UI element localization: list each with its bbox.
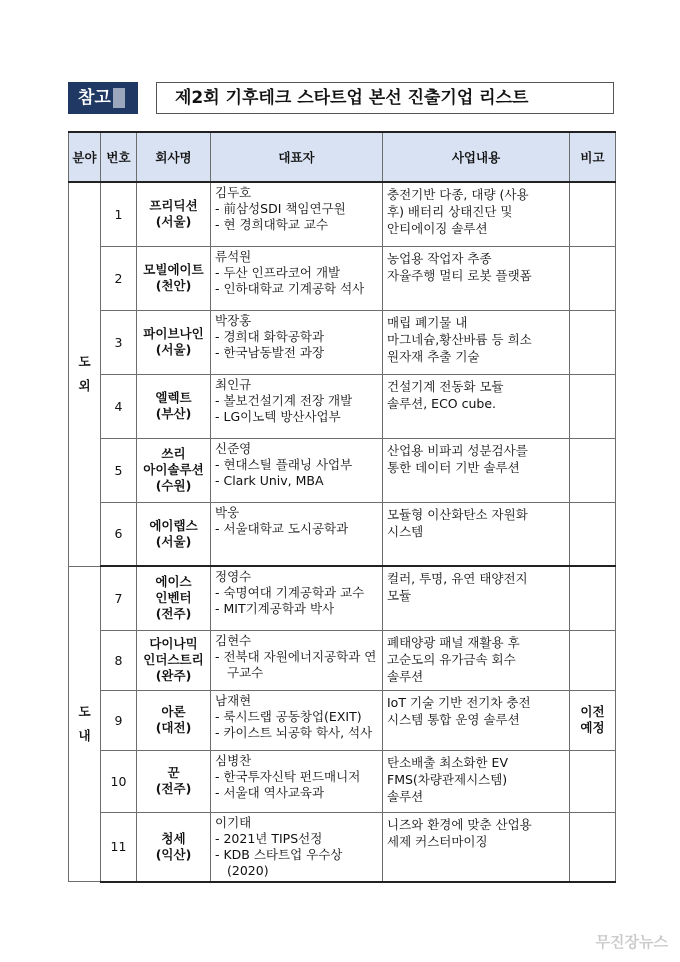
business-description	[383, 310, 570, 374]
business-line: 컬러, 투명, 유연 태양전지	[387, 571, 528, 586]
business-line: 탄소배출 최소화한 EV	[387, 754, 508, 770]
company-name-line: (전주)	[155, 606, 192, 622]
table-row	[69, 690, 616, 750]
company-name-line: 아론	[161, 704, 186, 719]
company-name-line: 모빌에이트	[143, 262, 204, 277]
company-name	[137, 566, 211, 630]
row-number: 10	[101, 750, 137, 812]
company-name-line: (대전)	[155, 720, 192, 735]
business-line: 솔루션	[387, 668, 424, 684]
representative-line: - KDB 스타트업 우수상(2020)	[215, 846, 343, 878]
representative-line: 김현수	[215, 632, 252, 648]
company-name-line: (수원)	[155, 478, 192, 493]
business-line: 모듈형 이산화탄소 자원화	[387, 506, 528, 522]
business-line: 산업용 비파괴 성분검사를	[387, 442, 528, 458]
representative	[211, 182, 383, 246]
table-row	[69, 310, 616, 374]
company-name	[137, 374, 211, 438]
note	[570, 750, 616, 812]
field-label: 도	[78, 354, 91, 370]
note	[570, 690, 616, 750]
header-company: 회사명	[137, 132, 211, 182]
note	[570, 182, 616, 246]
representative	[211, 374, 383, 438]
business-description	[383, 566, 570, 630]
company-name-line: (서울)	[155, 533, 192, 549]
business-description	[383, 630, 570, 690]
field-inside	[69, 566, 101, 882]
business-line: 건설기계 전동화 모듈	[387, 378, 504, 394]
company-name-line: 청세	[161, 830, 186, 846]
business-line: 후) 배터리 상태진단 및	[387, 204, 513, 219]
representative-line: 이기태	[215, 814, 252, 830]
watermark-logo: 무진장뉴스	[595, 933, 668, 951]
note	[570, 310, 616, 374]
representative	[211, 246, 383, 310]
document-title: 제2회 기후테크 스타트업 본선 진출기업 리스트	[156, 82, 614, 114]
field-label: 내	[78, 727, 91, 743]
row-number: 3	[101, 310, 137, 374]
note	[570, 566, 616, 630]
representative-line: - 현 경희대학교 교수	[215, 217, 329, 232]
representative-line: - 경희대 화학공학과	[215, 328, 325, 344]
representative-line: 박장홍	[215, 312, 252, 328]
company-name	[137, 690, 211, 750]
representative-line: - 한국남동발전 과장	[215, 344, 325, 360]
header-number: 번호	[101, 132, 137, 182]
row-number: 9	[101, 690, 137, 750]
header-note: 비고	[570, 132, 616, 182]
table-row	[69, 750, 616, 812]
representative-line: - MIT기계공학과 박사	[215, 601, 335, 616]
company-name-line: (익산)	[155, 846, 192, 862]
company-name-line: (서울)	[155, 214, 192, 230]
representative-line: - 서울대학교 도시공학과	[215, 520, 349, 536]
table-row	[69, 246, 616, 310]
row-number: 5	[101, 438, 137, 502]
representative	[211, 630, 383, 690]
note	[570, 246, 616, 310]
company-name-line: 프리딕션	[149, 198, 198, 214]
row-number: 2	[101, 246, 137, 310]
company-name-line: (서울)	[155, 342, 192, 357]
header-representative: 대표자	[211, 132, 383, 182]
representative-line: 박웅	[215, 504, 240, 520]
business-line: 솔루션	[387, 788, 424, 804]
business-description	[383, 502, 570, 566]
header-field: 분야	[69, 132, 101, 182]
business-line: 세제 커스터마이징	[387, 833, 488, 849]
business-line: 마그네슘,황산바륨 등 희소	[387, 331, 532, 347]
table-row	[69, 812, 616, 882]
representative-line: 신준영	[215, 440, 252, 456]
business-line: FMS(차량관제시스템)	[387, 771, 508, 787]
company-name-line: 쓰리	[161, 446, 186, 461]
header-business: 사업내용	[383, 132, 570, 182]
company-name	[137, 812, 211, 882]
table-row	[69, 182, 616, 246]
representative-line: - 룩시드랩 공동창업(EXIT)	[215, 708, 362, 724]
company-name	[137, 502, 211, 566]
field-label: 외	[78, 378, 91, 394]
field-label: 도	[78, 703, 91, 719]
business-line: 솔루션, ECO cube.	[387, 395, 497, 411]
company-name	[137, 182, 211, 246]
representative-line: - 숙명여대 기계공학과 교수	[215, 585, 365, 600]
business-line: 폐태양광 패널 재활용 후	[387, 634, 520, 650]
table-row	[69, 374, 616, 438]
representative-line: 심병찬	[215, 752, 252, 768]
business-line: IoT 기술 기반 전기차 충전	[387, 694, 531, 710]
business-line: 원자재 추출 기술	[387, 348, 480, 364]
note-line: 예정	[580, 720, 605, 735]
table-row	[69, 566, 616, 630]
table-row	[69, 502, 616, 566]
tag-marker	[113, 88, 125, 108]
company-name	[137, 246, 211, 310]
representative-line: - 서울대 역사교육과	[215, 784, 325, 800]
representative-line: - 前삼성SDI 책임연구원	[215, 201, 346, 216]
representative	[211, 750, 383, 812]
representative-line: - 2021년 TIPS선정	[215, 830, 323, 846]
business-description	[383, 246, 570, 310]
representative-line: 류석원	[215, 248, 252, 264]
note	[570, 438, 616, 502]
row-number: 4	[101, 374, 137, 438]
business-line: 자율주행 멀티 로봇 플랫폼	[387, 267, 532, 283]
title-bar	[68, 82, 614, 114]
representative-line: - Clark Univ, MBA	[215, 472, 324, 488]
representative-line: - 현대스틸 플래닝 사업부	[215, 456, 353, 472]
company-name-line: (전주)	[155, 781, 192, 796]
row-number: 11	[101, 812, 137, 882]
business-line: 통한 데이터 기반 솔루션	[387, 459, 520, 475]
representative-line: 남재현	[215, 692, 252, 708]
business-line: 시스템	[387, 523, 424, 539]
company-name-line: 에이스	[155, 574, 192, 590]
note	[570, 374, 616, 438]
representative-line: - 두산 인프라코어 개발	[215, 264, 341, 280]
representative	[211, 812, 383, 882]
representative-line: 정영수	[215, 569, 252, 584]
business-line: 충전기반 다종, 대량 (사용	[387, 187, 529, 202]
representative-line: - 볼보건설기계 전장 개발	[215, 392, 353, 408]
representative	[211, 690, 383, 750]
row-number: 7	[101, 566, 137, 630]
business-line: 시스템 통합 운영 솔루션	[387, 711, 520, 727]
note	[570, 630, 616, 690]
business-line: 고순도의 유가금속 회수	[387, 651, 516, 667]
representative-line: - 카이스트 뇌공학 학사, 석사	[215, 724, 373, 740]
company-name-line: 아이솔루션	[143, 462, 204, 477]
company-name-line: (천안)	[155, 278, 192, 293]
row-number: 8	[101, 630, 137, 690]
company-name-line: 꾼	[167, 765, 180, 780]
company-name-line: 인벤터	[155, 590, 192, 606]
company-name	[137, 630, 211, 690]
startup-table	[68, 131, 616, 883]
business-line: 매립 폐기물 내	[387, 314, 468, 330]
representative	[211, 502, 383, 566]
table-row	[69, 438, 616, 502]
business-line: 안티에이징 솔루션	[387, 221, 488, 236]
reference-tag-label: 참고	[78, 88, 111, 108]
representative-line: - 전북대 자원에너지공학과 연구교수	[215, 648, 377, 680]
representative-line: 김두호	[215, 185, 252, 200]
company-name	[137, 310, 211, 374]
field-outside	[69, 182, 101, 566]
note	[570, 502, 616, 566]
company-name-line: 엘렉트	[155, 390, 192, 405]
company-name-line: (부산)	[155, 406, 192, 421]
business-description	[383, 750, 570, 812]
representative-line: - 한국투자신탁 펀드매니저	[215, 768, 361, 784]
business-description	[383, 438, 570, 502]
note-line: 이전	[580, 704, 605, 719]
note	[570, 812, 616, 882]
business-line: 니즈와 환경에 맞춘 산업용	[387, 816, 532, 832]
business-description	[383, 690, 570, 750]
row-number: 1	[101, 182, 137, 246]
business-description	[383, 374, 570, 438]
table-row	[69, 630, 616, 690]
company-name-line: 파이브나인	[143, 326, 204, 341]
business-description	[383, 182, 570, 246]
row-number: 6	[101, 502, 137, 566]
company-name-line: 에이랩스	[149, 517, 198, 533]
representative-line: 최인규	[215, 376, 252, 392]
table-header-row	[69, 132, 616, 182]
representative-line: - LG이노텍 방산사업부	[215, 408, 341, 424]
reference-tag	[68, 82, 138, 114]
company-name-line: 인더스트리	[143, 652, 204, 667]
business-line: 농업용 작업자 추종	[387, 250, 492, 266]
company-name-line: (완주)	[155, 668, 192, 683]
company-name	[137, 438, 211, 502]
representative	[211, 438, 383, 502]
representative	[211, 310, 383, 374]
business-line: 모듈	[387, 588, 412, 603]
company-name-line: 다이나믹	[149, 636, 198, 651]
representative-line: - 인하대학교 기계공학 석사	[215, 280, 365, 296]
representative	[211, 566, 383, 630]
business-description	[383, 812, 570, 882]
company-name	[137, 750, 211, 812]
